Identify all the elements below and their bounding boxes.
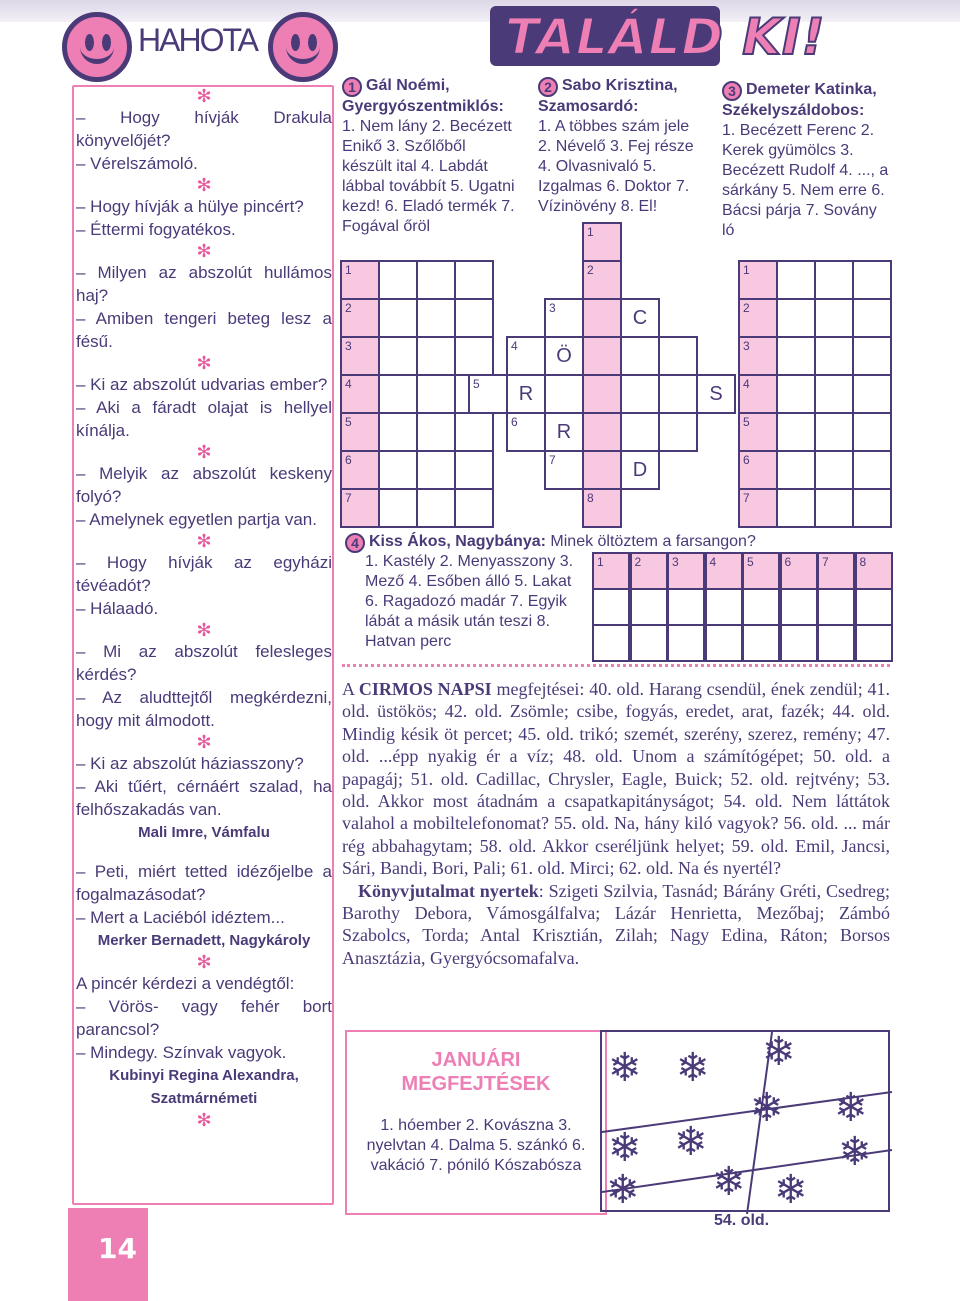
grid-cell[interactable]: [696, 374, 736, 414]
grid-cell[interactable]: [416, 450, 456, 490]
grid-cell[interactable]: [667, 552, 705, 590]
snowflake-icon: ❄: [838, 1130, 872, 1174]
grid-cell[interactable]: [852, 336, 892, 376]
january-title-2: MEGFEJTÉSEK: [401, 1073, 551, 1095]
grid-cell[interactable]: [454, 412, 494, 452]
cirmos-solutions: A CIRMOS NAPSI megfejtései: 40. old. Harang csendül, ének zendül; 41. old. üstökös; 42. old. Zsömle; csibe, fogyás, eredet, arat, fazék; 44. old. Mindig késik öt percet; 45. old. trikó; szemét, szerény, szerez, remény; 47. old. ...épp nyakig ér a víz; 48. old. Unom a számítógépet; 50. old. a papagáj; 51. old. Cadillac, Chrysler, Eagle, Buick; 52. old. rejtvény; 53. old. Akkor most átadnám a csapatkapitányságot; 54. old. Nem láttátok valahol a mobiltelefonomat? 55. old. Na, hány kiló vagyok? 56. old. ... már rég abbahagytam; 58. old. Akkor cseréljünk helyet; 59. old. Emil, Jancsi, Sári, Bandi, Bori, Pali; 61. old. Mirci; 62. old. Na és nyertél? Könyvjutalmat nyertek: Szigeti Szilvia, Tasnád; Bárány Gréti, Csedreg; Barothy Debora, Vámosgálfalva; Lázár Henrietta, Mezőbaj; Zámbó Szabolcs, Torda; Antal Krisztián, Zilah; Nagy Edina, Ráton; Borsos Anasztázia, Gyergyócsomafalva.: [342, 679, 891, 968]
grid-cell[interactable]: [855, 588, 893, 626]
cell-number: 4: [743, 377, 750, 391]
grid-cell[interactable]: [582, 450, 622, 490]
joke-line: – Hogy hívják az egyházi tévéadót?: [76, 553, 332, 595]
joke-line: – Hogy hívják a hülye pincért?: [76, 197, 304, 216]
grid-cell[interactable]: [814, 488, 854, 528]
grid-cell[interactable]: [738, 260, 778, 300]
snowflake-caption: 54. old.: [714, 1212, 770, 1229]
grid-cell[interactable]: [817, 624, 855, 662]
grid-cell[interactable]: [592, 588, 630, 626]
grid-cell[interactable]: [582, 488, 622, 528]
cell-number: 3: [672, 555, 679, 569]
joke-line: A pincér kérdezi a vendégtől:: [76, 974, 295, 993]
grid-cell[interactable]: [620, 450, 660, 490]
grid-cell[interactable]: [776, 374, 816, 414]
cell-number: 2: [587, 263, 594, 277]
grid-cell[interactable]: [630, 588, 668, 626]
joke-line: – Éttermi fogyatékos.: [76, 220, 236, 239]
grid-cell[interactable]: [378, 488, 418, 528]
grid-cell[interactable]: [855, 552, 893, 590]
grid-cell[interactable]: [852, 260, 892, 300]
page-number: 14: [98, 1232, 137, 1265]
cell-number: 2: [345, 301, 352, 315]
cell-number: 2: [634, 555, 642, 569]
grid-cell[interactable]: [705, 624, 743, 662]
separator-star: ✻: [196, 86, 212, 106]
grid-cell[interactable]: [544, 298, 584, 338]
cell-number: 4: [511, 339, 518, 353]
puzzle2-author: Sabo Krisztina, Szamosardó:: [538, 77, 678, 115]
cell-number: 6: [784, 555, 792, 569]
puzzle4-clue-text: 1. Kastély 2. Menyasszony 3. Mező 4. Esőben álló 5. Lakat 6. Ragadozó madár 7. Egyik lábát a másik után teszi 8. Hatvan perc: [365, 553, 574, 650]
winners-label: Könyvjutalmat nyertek: [358, 880, 539, 901]
cell-number: 7: [822, 555, 829, 569]
grid-cell[interactable]: [340, 412, 380, 452]
cell-number: 5: [473, 377, 480, 391]
smiley-icon: [268, 12, 338, 82]
grid-cell[interactable]: [340, 374, 380, 414]
cell-letter: S: [709, 383, 723, 405]
cirmos-intro: A: [342, 679, 359, 699]
grid-cell[interactable]: [378, 374, 418, 414]
grid-cell[interactable]: [738, 412, 778, 452]
page-number-tab: [68, 1208, 148, 1301]
separator-star: ✻: [196, 732, 212, 752]
cell-number: 1: [597, 555, 604, 569]
grid-cell[interactable]: [630, 552, 668, 590]
grid-cell[interactable]: [340, 260, 380, 300]
grid-cell[interactable]: [378, 412, 418, 452]
divider: [342, 664, 890, 667]
grid-cell[interactable]: [705, 552, 743, 590]
january-title-1: JANUÁRI: [431, 1049, 521, 1071]
cell-number: 6: [511, 415, 518, 429]
cell-number: 7: [345, 491, 352, 505]
grid-cell[interactable]: [776, 488, 816, 528]
separator-star: ✻: [196, 442, 212, 462]
joke-line: – Mindegy. Színvak vagyok.: [76, 1043, 287, 1062]
grid-cell[interactable]: [454, 488, 494, 528]
grid-cell[interactable]: [780, 624, 818, 662]
grid-cell[interactable]: [814, 412, 854, 452]
grid-cell[interactable]: [738, 450, 778, 490]
grid-cell[interactable]: [582, 412, 622, 452]
grid-cell[interactable]: [738, 336, 778, 376]
puzzle2-clue-text: 1. A többes szám jele 2. Névelő 3. Fej része 4. Olvasnivaló 5. Izgalmas 6. Doktor 7. Vízinövény 8. El!: [538, 118, 694, 215]
puzzle-number-badge: 2: [538, 77, 558, 97]
grid-cell[interactable]: [780, 588, 818, 626]
grid-cell[interactable]: [416, 488, 456, 528]
grid-cell[interactable]: [658, 374, 698, 414]
cell-letter: R: [556, 421, 572, 443]
winners-list: Szigeti Szilvia, Tasnád; Bárány Gréti, Csedreg; Barothy Debora, Vámosgálfalva; Lázár Henrietta, Mezőbaj; Zámbó Szabolcs, Torda; Antal Krisztián, Zilah; Nagy Edina, Ráton; Borsos Anasztázia, Gyergyócsomafalva.: [342, 880, 890, 968]
grid-cell[interactable]: [658, 336, 698, 376]
joke-author: Merker Bernadett, Nagykároly: [97, 932, 311, 949]
grid-cell[interactable]: [852, 450, 892, 490]
cirmos-name: CIRMOS NAPSI: [358, 679, 492, 699]
cell-number: 8: [587, 491, 594, 505]
grid-cell[interactable]: [454, 336, 494, 376]
grid-cell[interactable]: [852, 412, 892, 452]
cell-number: 7: [743, 491, 750, 505]
grid-cell[interactable]: [620, 298, 660, 338]
separator-star: ✻: [196, 241, 212, 261]
cell-number: 6: [743, 453, 750, 467]
puzzle3-clues: [722, 80, 890, 241]
cell-letter: R: [518, 383, 534, 405]
grid-cell[interactable]: [544, 336, 584, 376]
grid-cell[interactable]: [454, 450, 494, 490]
grid-cell[interactable]: [340, 298, 380, 338]
cell-number: 4: [709, 555, 717, 569]
cell-letter: D: [632, 459, 648, 481]
joke-line: – Amelynek egyetlen partja van.: [76, 510, 317, 529]
puzzle-number-badge: 4: [345, 533, 365, 553]
grid-cell[interactable]: [544, 450, 584, 490]
grid-cell[interactable]: [544, 374, 584, 414]
cell-number: 7: [549, 453, 556, 467]
grid-cell[interactable]: [378, 336, 418, 376]
snowflake-icon: ❄: [674, 1120, 708, 1164]
grid-cell[interactable]: [416, 374, 456, 414]
grid-cell[interactable]: [852, 488, 892, 528]
snowflake-puzzle: [600, 1030, 890, 1212]
joke-line: – Milyen az abszolút hullámos haj?: [76, 263, 332, 305]
puzzle-number-badge: 3: [722, 81, 742, 101]
grid-cell[interactable]: [592, 552, 630, 590]
grid-cell[interactable]: [582, 260, 622, 300]
grid-cell[interactable]: [416, 298, 456, 338]
puzzle1-clue-text: 1. Nem lány 2. Becézett Enikő 3. Szőlőből készült ital 4. Labdát lábbal továbbít 5. Ugatni kezd! 6. Eladó termék 7. Fogával őröl: [342, 118, 515, 235]
grid-cell[interactable]: [776, 450, 816, 490]
snowflake-icon: ❄: [606, 1168, 640, 1212]
puzzle2-clues: [538, 76, 703, 217]
joke-line: – Hálaadó.: [76, 599, 159, 618]
separator-star: ✻: [196, 353, 212, 373]
separator-star: ✻: [196, 1110, 212, 1130]
joke-line: – Melyik az abszolút keskeny folyó?: [76, 464, 332, 506]
joke-line: – Ki az abszolút udvarias ember?: [76, 375, 328, 394]
grid-cell[interactable]: [620, 374, 660, 414]
grid-cell[interactable]: [378, 298, 418, 338]
snowflake-icon: ❄: [608, 1126, 642, 1170]
snowflake-icon: ❄: [750, 1086, 784, 1130]
puzzle-number-badge: 1: [342, 77, 362, 97]
cell-letter: Ö: [556, 345, 572, 367]
cell-number: 1: [743, 263, 750, 277]
joke-line: – Amiben tengeri beteg lesz a fésű.: [76, 309, 332, 351]
grid-cell[interactable]: [544, 412, 584, 452]
grid-cell[interactable]: [817, 552, 855, 590]
joke-line: – Az aludttejtől megkérdezni, hogy mit álmodott.: [76, 688, 332, 730]
cell-number: 4: [345, 377, 352, 391]
grid-cell[interactable]: [378, 450, 418, 490]
grid-cell[interactable]: [582, 374, 622, 414]
cell-number: 2: [743, 301, 750, 315]
grid-cell[interactable]: [814, 450, 854, 490]
cell-number: 8: [859, 555, 867, 569]
separator-star: ✻: [196, 620, 212, 640]
grid-cell[interactable]: [340, 488, 380, 528]
grid-cell[interactable]: [506, 374, 546, 414]
grid-cell[interactable]: [852, 374, 892, 414]
joke-line: – Vérelszámoló.: [76, 154, 198, 173]
grid-cell[interactable]: [620, 412, 660, 452]
grid-cell[interactable]: [742, 588, 780, 626]
cell-number: 5: [747, 555, 754, 569]
january-solutions-box: [345, 1030, 607, 1215]
separator-star: ✻: [196, 952, 212, 972]
grid-cell[interactable]: [667, 588, 705, 626]
grid-cell[interactable]: [814, 260, 854, 300]
grid-cell[interactable]: [340, 450, 380, 490]
cell-number: 6: [345, 453, 352, 467]
joke-line: – Peti, miért tetted idézőjelbe a fogalmazásodat?: [76, 862, 332, 904]
joke-line: – Hogy hívják Drakula könyvelőjét?: [76, 108, 332, 150]
joke-line: [76, 844, 332, 860]
cell-letter: C: [632, 307, 648, 329]
joke-line: – Vörös- vagy fehér bort parancsol?: [76, 997, 332, 1039]
grid-cell[interactable]: [742, 552, 780, 590]
cirmos-text: megfejtései: 40. old. Harang csendül, ének zendül; 41. old. üstökös; 42. old. Zsömle; csibe, fogyás, eredet, arat, fazék; 44. old. Mindig késik öt percet; 45. old. trikó; szemét, szerény, szerez, remény; 47. old. ...épp nyakig ér a víz; 48. old. Unom a számítógépet; 50. old. a papagáj; 51. old. Cadillac, Chrysler, Eagle, Buick; 52. old. rejtvény; 53. old. Akkor most átadnám a csapatkapitányságot; 54. old. Nem láttátok valahol a mobiltelefonomat? 55. old. Na, hány kiló vagyok? 56. old. ... már rég abbahagytam; 58. old. Akkor cseréljünk helyet; 59. old. Emil, Jancsi, Sári, Bandi, Bori, Pali; 61. old. Mirci; 62. old. Na és nyertél?: [342, 679, 891, 879]
puzzle3-author: Demeter Katinka, Székelyszáldobos:: [722, 81, 877, 119]
puzzle1-author: Gál Noémi, Gyergyószentmiklós:: [342, 77, 504, 115]
grid-cell[interactable]: [738, 374, 778, 414]
grid-cell[interactable]: [468, 374, 508, 414]
grid-cell[interactable]: [780, 552, 818, 590]
grid-cell[interactable]: [582, 222, 622, 262]
grid-cell[interactable]: [776, 260, 816, 300]
cell-number: 3: [345, 339, 352, 353]
joke-author: Kubinyi Regina Alexandra, Szatmárnémeti: [109, 1067, 299, 1107]
jokes-column: [76, 86, 332, 1130]
grid-cell[interactable]: [416, 336, 456, 376]
snowflake-icon: ❄: [676, 1046, 710, 1090]
grid-cell[interactable]: [814, 298, 854, 338]
grid-cell[interactable]: [658, 412, 698, 452]
snowflake-icon: ❄: [712, 1160, 746, 1204]
grid-cell[interactable]: [776, 298, 816, 338]
grid-cell[interactable]: [855, 624, 893, 662]
puzzle1-clues: [342, 76, 518, 237]
section-title: HAHOTA: [138, 22, 257, 58]
snowflake-icon: ❄: [608, 1046, 642, 1090]
grid-cell[interactable]: [814, 374, 854, 414]
cell-number: 5: [743, 415, 750, 429]
grid-cell[interactable]: [817, 588, 855, 626]
cell-number: 1: [345, 263, 352, 277]
grid-cell[interactable]: [776, 336, 816, 376]
joke-line: – Aki tűért, cérnáért szalad, ha felhőszakadás van.: [76, 777, 332, 819]
grid-cell[interactable]: [738, 298, 778, 338]
joke-line: – Ki az abszolút háziasszony?: [76, 754, 304, 773]
puzzle4-author: Kiss Ákos, Nagybánya:: [369, 533, 546, 550]
grid-cell[interactable]: [776, 412, 816, 452]
cell-number: 5: [345, 415, 352, 429]
snowflake-icon: ❄: [774, 1168, 808, 1212]
grid-cell[interactable]: [416, 260, 456, 300]
grid-cell[interactable]: [340, 336, 380, 376]
grid-cell[interactable]: [454, 298, 494, 338]
puzzle4-heading: [345, 532, 890, 553]
january-answers: 1. hóember 2. Kovászna 3. nyelvtan 4. Dalma 5. szánkó 6. vakáció 7. póniló Kószabószа: [366, 1117, 586, 1174]
grid-cell[interactable]: [852, 298, 892, 338]
grid-cell[interactable]: [814, 336, 854, 376]
grid-cell[interactable]: [705, 588, 743, 626]
grid-cell[interactable]: [630, 624, 668, 662]
page-title: TALÁLD KI!: [505, 8, 826, 66]
grid-cell[interactable]: [506, 412, 546, 452]
grid-cell[interactable]: [454, 260, 494, 300]
grid-cell[interactable]: [592, 624, 630, 662]
grid-cell[interactable]: [667, 624, 705, 662]
separator-star: ✻: [196, 531, 212, 551]
smiley-icon: [62, 12, 132, 82]
grid-cell[interactable]: [620, 336, 660, 376]
grid-cell[interactable]: [742, 624, 780, 662]
cell-number: 1: [587, 225, 594, 239]
joke-line: – Aki a fáradt olajat is hellyel kínálja.: [76, 398, 332, 440]
grid-cell[interactable]: [582, 298, 622, 338]
snowflake-icon: ❄: [762, 1030, 796, 1074]
cell-number: 3: [549, 301, 556, 315]
grid-cell[interactable]: [582, 336, 622, 376]
grid-cell[interactable]: [416, 412, 456, 452]
grid-cell[interactable]: [738, 488, 778, 528]
separator-star: ✻: [196, 175, 212, 195]
snowflake-icon: ❄: [834, 1086, 868, 1130]
cell-number: 3: [743, 339, 750, 353]
puzzle4-question: Minek öltöztem a farsangon?: [550, 533, 756, 550]
joke-line: – Mi az abszolút felesleges kérdés?: [76, 642, 332, 684]
joke-author: Mali Imre, Vámfalu: [138, 824, 270, 841]
puzzle3-clue-text: 1. Becézett Ferenc 2. Kerek gyümölcs 3. Becézett Rudolf 4. ..., a sárkány 5. Nem erre 6. Bácsi párja 7. Sovány ló: [722, 122, 889, 239]
grid-cell[interactable]: [378, 260, 418, 300]
grid-cell[interactable]: [506, 336, 546, 376]
joke-line: – Mert a Laciéból idéztem...: [76, 908, 285, 927]
